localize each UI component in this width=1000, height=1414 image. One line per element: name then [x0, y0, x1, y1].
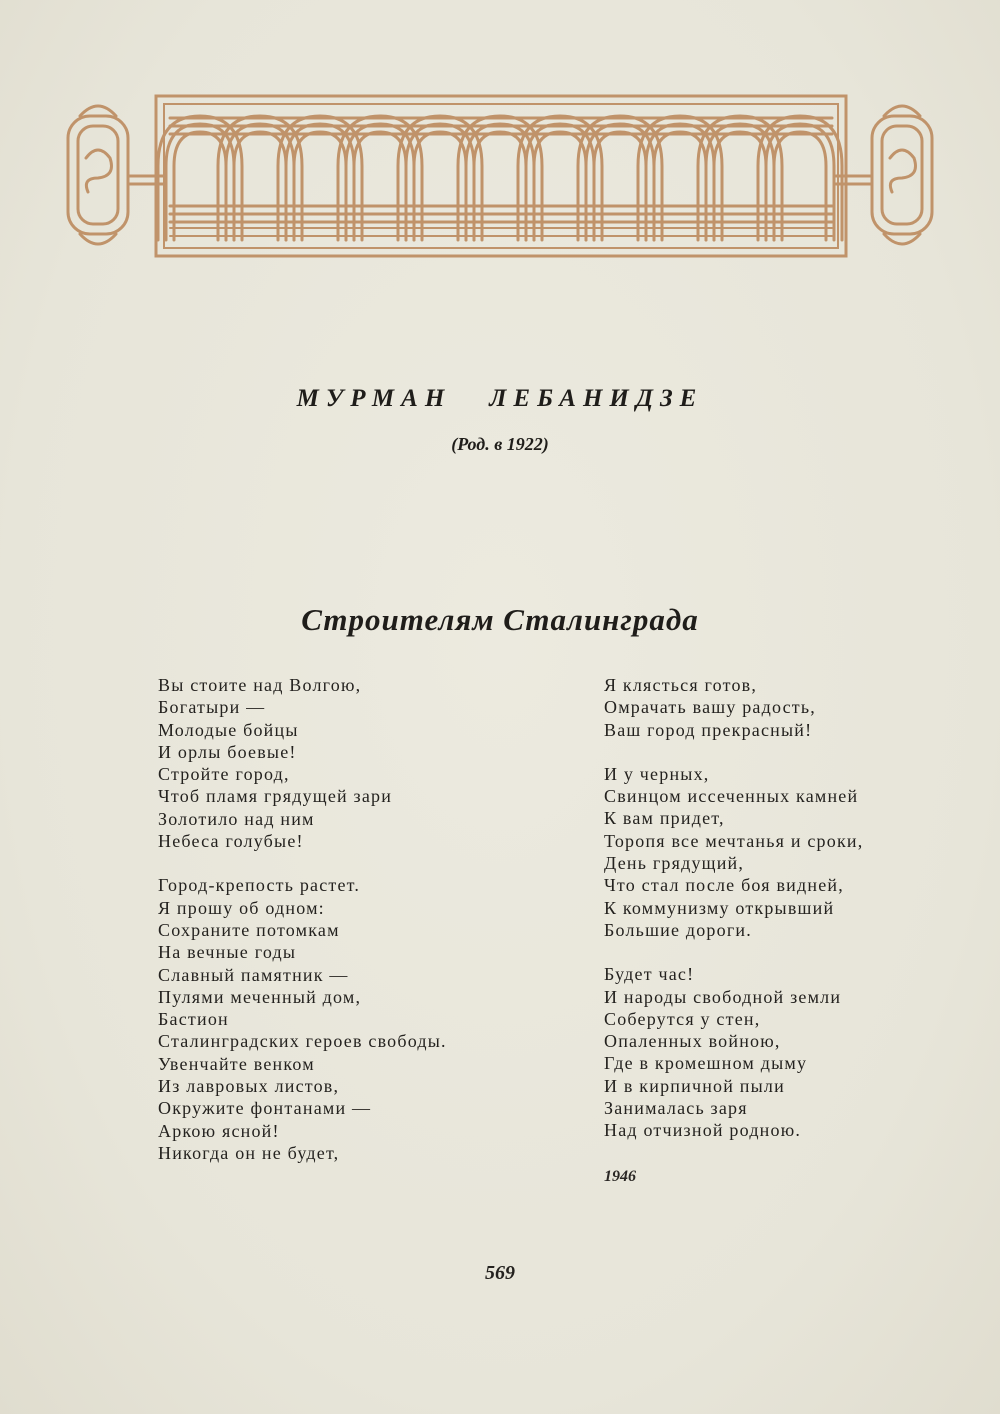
- poem-right-column: [604, 674, 934, 1164]
- stanza: [604, 763, 934, 941]
- stanza: [158, 674, 558, 852]
- poem-line: Ваш город прекрасный!: [604, 719, 813, 740]
- poem-line: К коммунизму открывший: [604, 897, 835, 918]
- page-number: 569: [485, 1262, 515, 1284]
- poem-line: Опаленных войною,: [604, 1031, 781, 1052]
- poem-line: Торопя все мечтанья и сроки,: [604, 830, 864, 851]
- poem-line: Увенчайте венком: [158, 1053, 315, 1074]
- poem-line: Свинцом иссеченных камней: [604, 786, 859, 807]
- poem-line: Славный памятник —: [158, 964, 349, 985]
- poem-line: Вы стоите над Волгою,: [158, 675, 362, 695]
- author-name: [0, 385, 1000, 413]
- stanza: [604, 674, 934, 741]
- poem-line: Золотило над ним: [158, 808, 315, 829]
- poem-line: Пулями меченный дом,: [158, 986, 362, 1007]
- poem-left-column: [158, 674, 558, 1186]
- poem-line: И народы свободной земли: [604, 986, 842, 1007]
- poem-line: Богатыри —: [158, 697, 266, 718]
- poem-line: Небеса голубые!: [158, 831, 304, 852]
- poem-line: Из лавровых листов,: [158, 1076, 340, 1097]
- author-first-name: МУРМАН: [296, 385, 452, 412]
- poem-line: На вечные годы: [158, 942, 297, 963]
- poem-line: Стройте город,: [158, 764, 290, 785]
- poem-line: День грядущий,: [604, 853, 745, 874]
- poem-line: Будет час!: [604, 964, 695, 985]
- poem-line: К вам придет,: [604, 808, 725, 829]
- poem-line: Никогда он не будет,: [158, 1142, 340, 1163]
- poem-title: Строителям Сталинграда: [301, 602, 699, 637]
- poem-line: Сталинградских героев свободы.: [158, 1031, 447, 1052]
- poem-line: И орлы боевые!: [158, 741, 297, 762]
- poem-line: Я клясться готов,: [604, 675, 758, 695]
- poem-line: Омрачать вашу радость,: [604, 697, 816, 718]
- stanza: [158, 874, 558, 1164]
- poem-line: Что стал после боя видней,: [604, 875, 844, 896]
- poem-line: Аркою ясной!: [158, 1120, 280, 1141]
- poem-line: Занималась заря: [604, 1098, 748, 1119]
- poem-line: Над отчизной родною.: [604, 1120, 802, 1141]
- poem-line: Окружите фонтанами —: [158, 1098, 372, 1119]
- poem-line: Большие дороги.: [604, 919, 752, 940]
- poem-date: 1946: [604, 1168, 636, 1185]
- poem-line: И в кирпичной пыли: [604, 1075, 785, 1096]
- poem-line: Где в кромешном дыму: [604, 1053, 808, 1074]
- poem-line: Город-крепость растет.: [158, 875, 361, 896]
- author-last-name: ЛЕБАНИДЗЕ: [489, 385, 704, 412]
- poem-line: Соберутся у стен,: [604, 1008, 761, 1029]
- poem-line: Бастион: [158, 1009, 229, 1030]
- poem-line: Я прошу об одном:: [158, 897, 325, 918]
- poem-line: Чтоб пламя грядущей зари: [158, 786, 393, 807]
- poem-line: Сохраните потомкам: [158, 919, 340, 940]
- poem-line: Молодые бойцы: [158, 719, 299, 740]
- poem-line: И у черных,: [604, 763, 710, 784]
- interlace-ornament-icon: [60, 88, 940, 263]
- author-lifespan: (Род. в 1922): [451, 434, 549, 454]
- stanza: [604, 963, 934, 1141]
